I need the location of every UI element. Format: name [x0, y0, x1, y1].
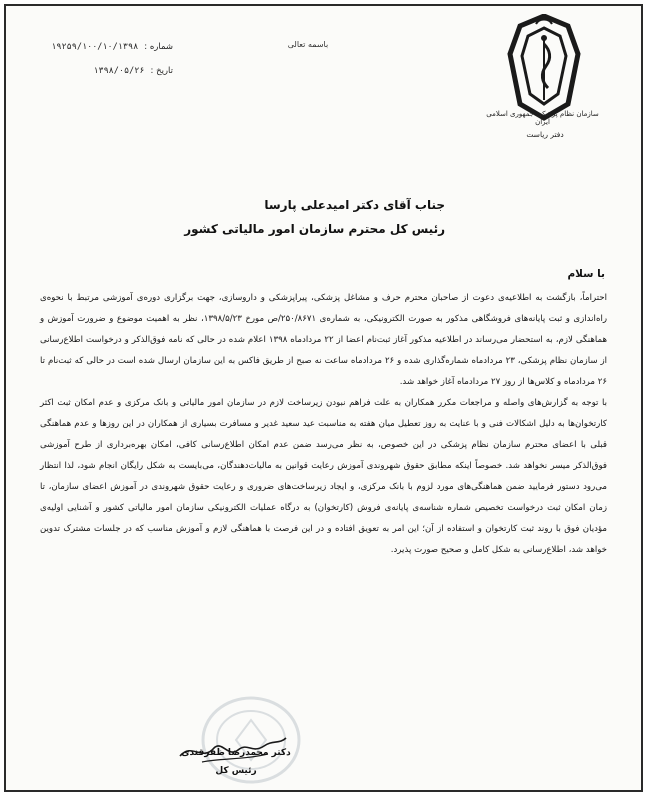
recipient-title: رئیس کل محترم سازمان امور مالیاتی کشور [184, 222, 445, 236]
letter-number [28, 42, 173, 52]
number-label: شماره : [144, 42, 173, 52]
date-label: تاریخ : [150, 66, 173, 76]
letter-body [40, 288, 607, 698]
paragraph-2: با توجه به گزارش‌های واصله و مراجعات مکرر همکاران به علت فراهم نبودن زیرساخت لازم در سازمان امور مالیاتی و بانک مرکزی و عدم امکان ثبت اکثر کارتخوان‌ها به دلیل اشکالات فنی و با عنایت به روز تعطیل میان هفته به مناسبت عید سعید غدیر و مسافرت بسیاری از همکاران در این روزها و عدم هماهنگی قبلی با اعضای محترم سازمان نظام پزشکی در این خصوص، به نظر می‌رسد ضمن عدم امکان اطلاع‌رسانی کافی، امکان بهره‌برداری از طرح آموزشی فوق‌الذکر میسر نخواهد شد. خصوصاً اینکه مطابق حقوق شهروندی آموزش رعایت قوانین به مالیات‌دهندگان، می‌بایست به شکل رایگان انجام شود، لذا انتظار می‌رود دستور فرمایید ضمن هماهنگی‌های مورد لزوم با بانک مرکزی، و ایجاد زیرساخت‌های ضروری و رعایت حقوق شهروندی در آموزش اعضای سازمان، تا زمان امکان ثبت درخواست تخصیص شماره شناسه‌ی پایانه‌ی فروش (کارتخوان) به درگاه عملیات الکترونیکی سازمان امور مالیاتی کشور و آشنایی اولیه‌ی مؤدیان فوق با روند ثبت کارتخوان و استفاده از آن؛ این امر به تعویق افتاده و در این فرصت با هماهنگی لازم و آموزش مناسب که در جلسات مشترک تدوین خواهد شد، اطلاع‌رسانی به شکل کامل و صحیح صورت پذیرد. [40, 398, 607, 555]
date-value: ۱۳۹۸/۰۵/۲۶ [93, 66, 145, 76]
office-name: دفتر ریاست [526, 130, 564, 139]
org-name: سازمان نظام پزشکی جمهوری اسلامی ایران [486, 110, 599, 126]
signer-name: دکتر محمدرضا ظفرقندی [181, 748, 291, 758]
recipient-name: جناب آقای دکتر امیدعلی پارسا [264, 198, 445, 212]
letter-date [28, 66, 173, 76]
number-value: ۱۹۲۵۹/۱۰۰/۱۰/۱۳۹۸ [51, 42, 139, 52]
greeting: با سلام [567, 268, 605, 280]
signer-title: رئیس کل [215, 766, 257, 776]
paragraph-1: احتراماً، بازگشت به اطلاعیه‌ی دعوت از صاحبان محترم حرف و مشاغل پزشکی، پیراپزشکی و داروسازی، جهت برگزاری دوره‌ی آموزشی مرتبط با نحوه‌ی راه‌اندازی و ثبت پایانه‌های فروشگاهی مذکور به صورت الکترونیکی، به شماره‌ی ۲۵۰/۸۶۷۱/ص مورخ ۱۳۹۸/۵/۲۳، نظر به اهمیت موضوع و ضرورت آموزش و هماهنگی لازم، به استحضار می‌رساند در اطلاعیه مذکور آغاز ثبت‌نام اعضا از ۲۲ مردادماه ۱۳۹۸ اعلام شده در حالی که نامه فوق‌الذکر و درخواست اطلاع‌رسانی از سازمان نظام پزشکی، ۲۳ مردادماه شماره‌گذاری شده و ۲۶ مردادماه ساعت نه صبح از طریق فاکس به این سازمان ارسال شده است در حالی که ثبت‌نام تا ۲۶ مردادماه و کلاس‌ها از روز ۲۷ مردادماه آغاز خواهد شد. [40, 293, 607, 387]
bismillah: باسمه تعالی [287, 40, 329, 49]
